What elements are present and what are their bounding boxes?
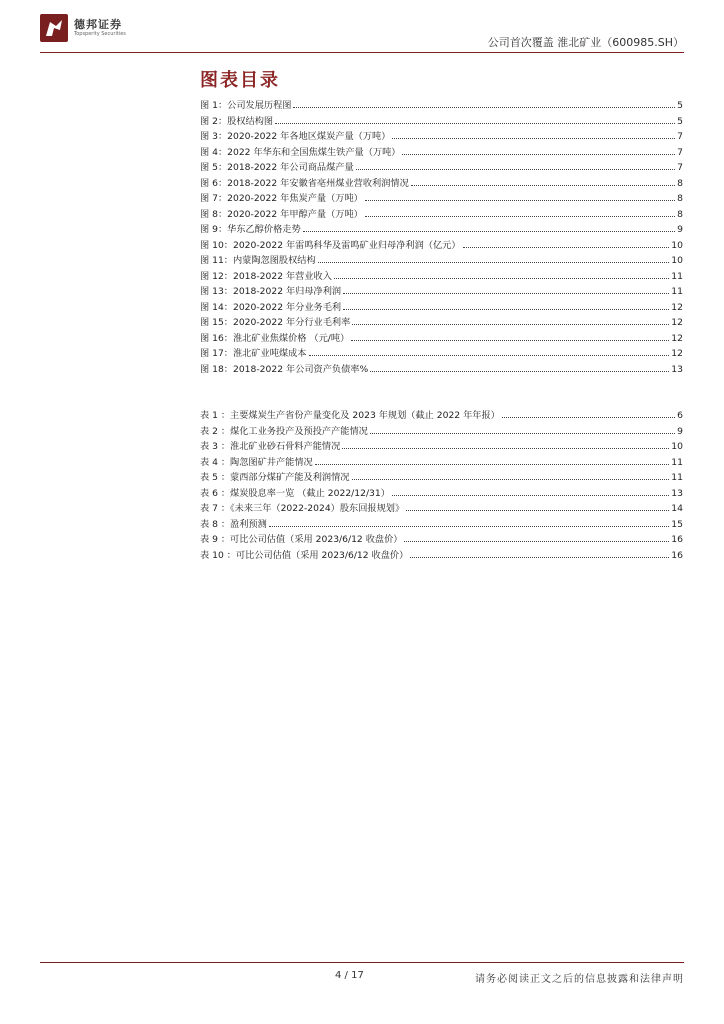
entry-label: 图 4：2022 年华东和全国焦煤生铁产量（万吨） (200, 146, 401, 158)
figure-entry[interactable] (200, 238, 683, 254)
entry-page-number: 12 (671, 332, 683, 344)
table-entry[interactable] (200, 424, 683, 440)
entry-label: 图 15：2020-2022 年分行业毛利率 (200, 317, 351, 328)
figure-entry[interactable] (200, 129, 683, 145)
dot-leader (370, 370, 669, 372)
table-list (200, 408, 683, 563)
dot-leader (352, 323, 669, 325)
dot-leader (392, 137, 675, 139)
entry-page-number: 8 (677, 193, 683, 204)
entry-page-number: 9 (677, 224, 683, 235)
dot-leader (275, 122, 675, 124)
table-entry[interactable] (200, 486, 683, 502)
entry-label: 图 14：2020-2022 年分业务毛利 (200, 301, 342, 313)
dot-leader (351, 339, 669, 341)
logo-name-cn: 德邦证券 (74, 18, 122, 31)
section-title: 图表目录 (200, 70, 280, 91)
entry-page-number: 12 (671, 301, 683, 313)
dot-leader (293, 106, 675, 108)
figure-entry[interactable] (200, 284, 683, 300)
dot-leader (318, 261, 670, 263)
entry-page-number: 10 (671, 255, 683, 266)
entry-label: 图 17：淮北矿业吨煤成本 (200, 348, 307, 359)
company-logo (40, 14, 150, 44)
dot-leader (406, 509, 669, 511)
entry-label: 图 18：2018-2022 年公司资产负债率% (200, 363, 369, 375)
entry-page-number: 7 (677, 162, 683, 173)
entry-page-number: 13 (671, 487, 683, 499)
dot-leader (365, 215, 675, 217)
entry-page-number: 16 (671, 549, 683, 561)
figure-entry[interactable] (200, 176, 683, 192)
entry-label: 表 2 ：煤化工业务投产及预投产产能情况 (200, 425, 368, 437)
entry-label: 图 3：2020-2022 年各地区煤炭产量（万吨） (200, 131, 391, 142)
entry-label: 图 13：2018-2022 年归母净利润 (200, 286, 342, 297)
dot-leader (303, 230, 676, 232)
figure-entry[interactable] (200, 207, 683, 223)
figure-entry[interactable] (200, 222, 683, 238)
entry-page-number: 10 (671, 441, 683, 452)
dot-leader (356, 168, 676, 170)
table-entry[interactable] (200, 548, 683, 564)
entry-label: 图 16：淮北矿业焦煤价格 （元/吨） (200, 332, 350, 344)
entry-page-number: 5 (677, 115, 683, 127)
entry-page-number: 15 (671, 518, 683, 530)
figure-entry[interactable] (200, 315, 683, 331)
entry-label: 表 5 ：蒙西部分煤矿产能及利润情况 (200, 472, 350, 483)
table-entry[interactable] (200, 455, 683, 471)
dot-leader (342, 447, 669, 449)
dot-leader (404, 540, 669, 542)
table-entry[interactable] (200, 470, 683, 486)
dot-leader (343, 292, 669, 294)
dot-leader (392, 494, 669, 496)
entry-page-number: 11 (671, 270, 683, 282)
entry-label: 表 6 ：煤炭股息率一览 （截止 2022/12/31） (200, 487, 390, 499)
entry-label: 图 12：2018-2022 年营业收入 (200, 270, 332, 282)
entry-page-number: 11 (671, 472, 683, 483)
entry-label: 图 8：2020-2022 年甲醇产量（万吨） (200, 208, 363, 220)
entry-label: 表 8 ：盈利预测 (200, 518, 267, 530)
dot-leader (463, 246, 670, 248)
entry-label: 图 7：2020-2022 年焦炭产量（万吨） (200, 193, 363, 204)
entry-page-number: 9 (677, 425, 683, 437)
header-divider (40, 52, 684, 53)
entry-label: 图 5：2018-2022 年公司商品煤产量 (200, 162, 354, 173)
entry-page-number: 10 (671, 239, 683, 251)
dot-leader (411, 184, 675, 186)
entry-label: 表 1 ：主要煤炭生产省份产量变化及 2023 年规划（截止 2022 年年报） (200, 410, 500, 421)
figure-entry[interactable] (200, 191, 683, 207)
dot-leader (334, 277, 669, 279)
table-entry[interactable] (200, 408, 683, 424)
dot-leader (365, 199, 675, 201)
figure-entry[interactable] (200, 331, 683, 347)
entry-page-number: 12 (671, 317, 683, 328)
figure-entry[interactable] (200, 98, 683, 114)
figure-entry[interactable] (200, 114, 683, 130)
logo-icon (40, 14, 68, 42)
entry-label: 图 2：股权结构图 (200, 115, 274, 127)
table-entry[interactable] (200, 532, 683, 548)
entry-page-number: 11 (671, 456, 683, 468)
figure-list (200, 98, 683, 377)
table-entry[interactable] (200, 439, 683, 455)
logo-name-en: Topsperity Securities (74, 31, 126, 37)
dot-leader (502, 416, 675, 418)
table-entry[interactable] (200, 517, 683, 533)
dot-leader (309, 354, 670, 356)
dot-leader (315, 463, 670, 465)
entry-label: 图 9：华东乙醇价格走势 (200, 224, 301, 235)
figure-entry[interactable] (200, 253, 683, 269)
figure-entry[interactable] (200, 362, 683, 378)
dot-leader (269, 525, 669, 527)
dot-leader (343, 308, 669, 310)
header-title: 公司首次覆盖 淮北矿业（600985.SH） (487, 36, 684, 49)
entry-page-number: 8 (677, 177, 683, 189)
entry-label: 图 10：2020-2022 年雷鸣科华及雷鸣矿业归母净利润（亿元） (200, 239, 461, 251)
entry-label: 表 7 ：《未来三年（2022-2024）股东回报规划》 (200, 503, 405, 514)
figure-entry[interactable] (200, 300, 683, 316)
entry-page-number: 13 (671, 363, 683, 375)
entry-label: 表 4 ：陶忽图矿井产能情况 (200, 456, 313, 468)
entry-page-number: 12 (671, 348, 683, 359)
entry-page-number: 14 (671, 503, 683, 514)
figure-entry[interactable] (200, 346, 683, 362)
dot-leader (352, 478, 670, 480)
dot-leader (410, 556, 669, 558)
figure-entry[interactable] (200, 269, 683, 285)
dot-leader (370, 432, 675, 434)
entry-label: 图 6：2018-2022 年安徽省亳州煤业营收利润情况 (200, 177, 409, 189)
footer-divider (40, 962, 684, 963)
footer-disclaimer: 请务必阅读正文之后的信息披露和法律声明 (475, 974, 684, 985)
entry-label: 表 9 ：可比公司估值（采用 2023/6/12 收盘价） (200, 534, 403, 545)
dot-leader (402, 153, 675, 155)
figure-entry[interactable] (200, 145, 683, 161)
entry-page-number: 7 (677, 146, 683, 158)
entry-page-number: 7 (677, 131, 683, 142)
figure-entry[interactable] (200, 160, 683, 176)
entry-page-number: 6 (677, 410, 683, 421)
entry-page-number: 8 (677, 208, 683, 220)
entry-label: 图 1：公司发展历程图 (200, 100, 292, 111)
table-entry[interactable] (200, 501, 683, 517)
entry-page-number: 5 (677, 100, 683, 111)
entry-label: 表 10 ：可比公司估值（采用 2023/6/12 收盘价） (200, 549, 409, 561)
entry-page-number: 16 (671, 534, 683, 545)
entry-label: 图 11：内蒙陶忽图股权结构 (200, 255, 316, 266)
entry-page-number: 11 (671, 286, 683, 297)
entry-label: 表 3 ：淮北矿业砂石骨料产能情况 (200, 441, 341, 452)
page-number: 4 / 17 (335, 970, 364, 981)
